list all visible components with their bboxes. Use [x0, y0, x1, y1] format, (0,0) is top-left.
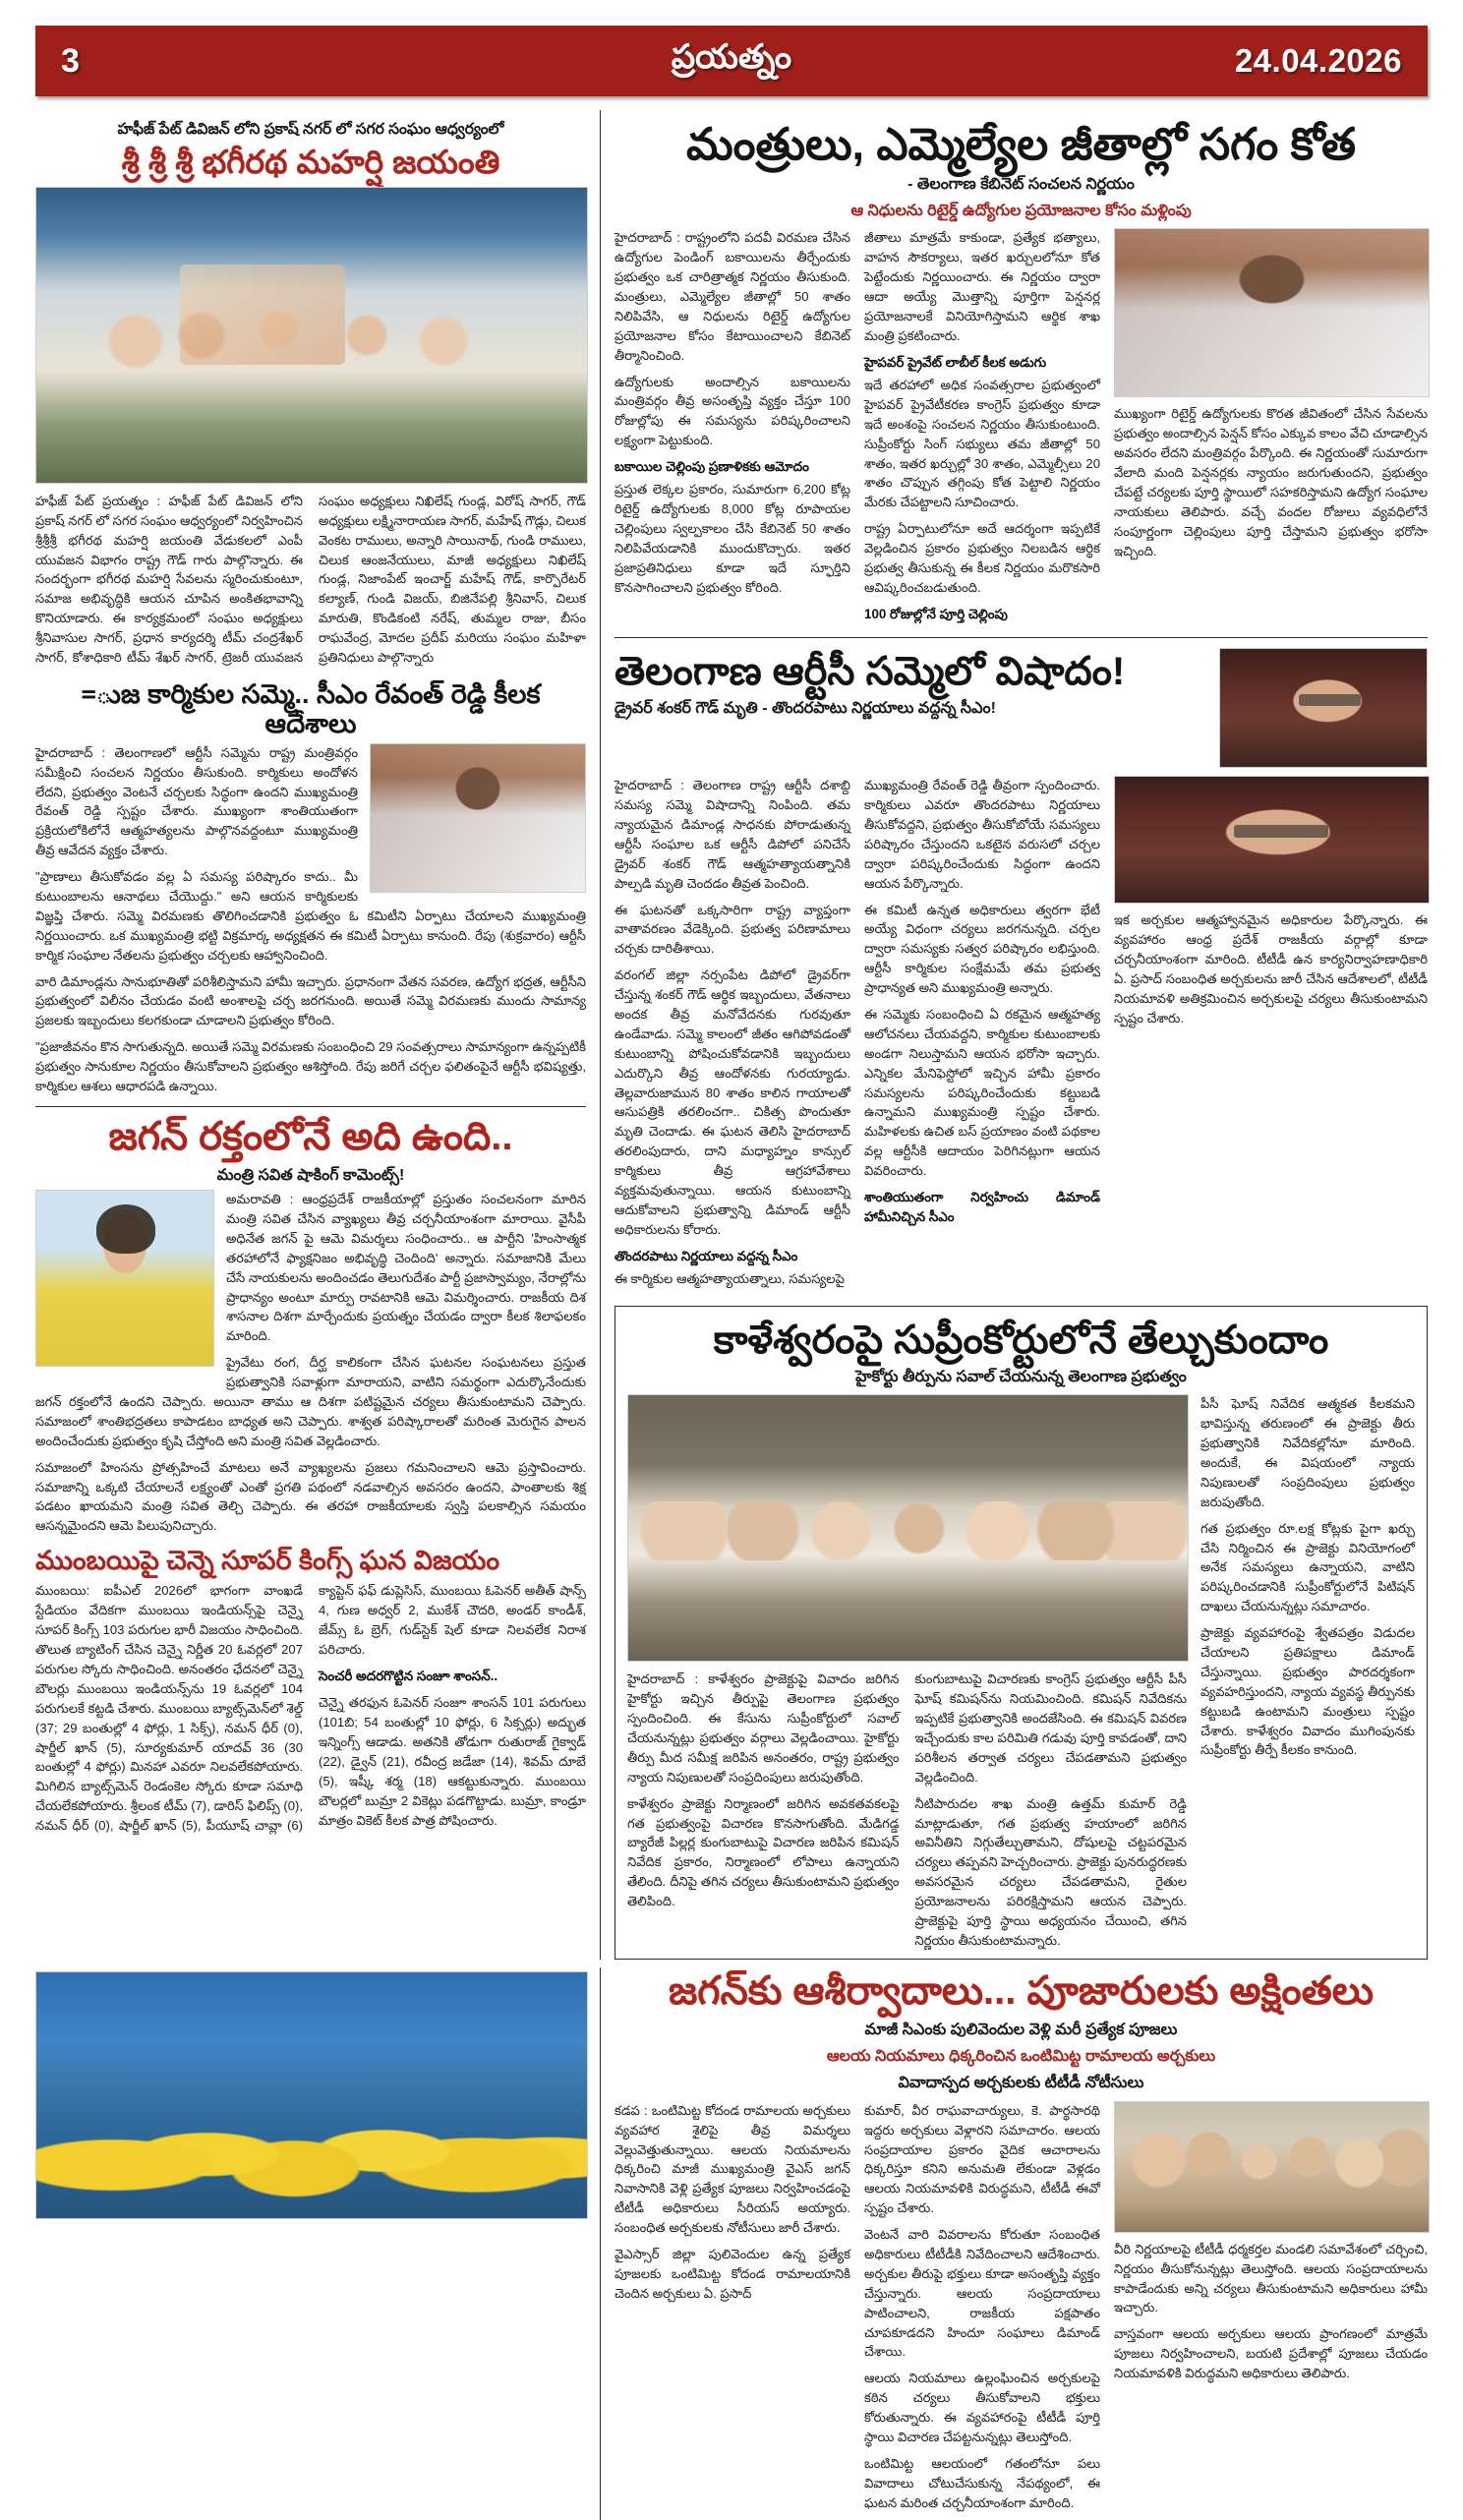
- story-subhead-a: బకాయిల చెల్లింపు ప్రణాళికకు ఆమోదం: [614, 459, 809, 475]
- story-body-row: [627, 1394, 1415, 1950]
- body-paragraph: ప్రైవేటు రంగ, దీర్ఘ కాలికంగా చేసిన ఘటనల సంఘటనలు ప్రస్తుత ప్రభుత్వానికి సవాళ్లుగా మారాయని, వాటిని సమర్థంగా ఎదుర్కొనేందుకు జగన్ రక్తంలోనే ఉందని చెప్పారు. అయినా తాము ఆ దిశగా పటిష్టమైన చర్యలు తీసుకుంటామని చెప్పారు. సమాజంలో శాంతిభద్రతలు కాపాడటం బాధ్యత అని చెప్పారు. శాశ్వత పరిష్కారాలతో మరింత మెరుగైన పాలన అందించేందుకు ప్రభుత్వం కృషి చేస్తోంది అని మంత్రి సవిత వెల్లడించారు.: [35, 1355, 586, 1448]
- bottom-area: [35, 1967, 1428, 2520]
- body-paragraph: ప్రాజెక్టు వ్యవహారంపై శ్వేతపత్రం విడుదల చేయాలని ప్రతిపక్షాలు డిమాండ్ చేస్తున్నాయి. ప్రభుత్వం పారదర్శకంగా వ్యవహరిస్తుందని, న్యాయ వ్యవస్థ తీర్పునకు కట్టుబడి ఉంటామని మంత్రులు స్పష్టం చేశారు. కాళేశ్వరం వివాదం ముగింపునకు సుప్రీంకోర్టు తీర్పే కీలకం కానుంది.: [1200, 1625, 1415, 1758]
- body-paragraph: వైఎస్సార్ జిల్లా పులివెందుల ఉన్న ప్రత్యేక పూజలకు ఒంటిమిట్ట కోదండ రామాలయానికి చెందిన అర్చకులు ఏ. ప్రసాద్: [614, 2246, 850, 2301]
- section-divider: [35, 1106, 586, 1107]
- body-paragraph: పీసీ ఘోష్ నివేదిక ఆత్మకత కీలకమని భావిస్తున్న తరుణంలో ఈ ప్రాజెక్టు తీరు ప్రభుత్వానికి నివేదికల్లోనూ మారింది. అందుకే, ఈ విషయంలో న్యాయ నిపుణులతో సంప్రదింపులు ప్రభుత్వం జరుపుతోంది.: [1200, 1396, 1415, 1509]
- body-paragraph: కాళేశ్వరం ప్రాజెక్టు నిర్మాణంలో జరిగిన అవకతవకలపై గత ప్రభుత్వంపై విచారణ కొనసాగుతోంది. మేడిగడ్డ బ్యారేజీ పిల్లర్ల కుంగుబాటుపై విచారణ జరిపిన కమిషన్ నివేదిక ప్రకారం, నిర్మాణంలో లోపాలు ఉన్నాయని తేలింది. దీనిపై తగిన చర్యలు తీసుకుంటామని ప్రభుత్వం తెలిపింది.: [627, 1795, 900, 1909]
- story-csk-victory: [35, 1546, 586, 1837]
- story-body: [35, 492, 586, 672]
- body-paragraph: ఉద్యోగులకు అందాల్సిన బకాయిలను మంత్రివర్గం తీవ్ర అసంతృప్తి వ్యక్తం చేస్తూ 100 రోజుల్లోపు ఈ సమస్యను పరిష్కరించాలని లక్ష్యంగా పెట్టుకుంది.: [614, 374, 850, 448]
- body-paragraph: సమాజంలో హింసను ప్రోత్సహించే మాటలు అనే వ్యాఖ్యలను ప్రజలు గమనించాలని ఆమె ప్రస్తావించారు. సమాజాన్ని ఒక్కటి చేయాలనే లక్ష్యంతో ఎంతో ప్రగతి పథంలో నడవాల్సిన అవసరం ఉందని, పాంతాలకు శిక్ష పడటం ఖాయమని మంత్రి సవిత తెల్చి చెప్పారు. ఈ తరహా రాజకీయాలకు స్వస్తి పలకాల్సిన సమయం ఆసన్నమైందని ఆమె పిలుపునిచ్చారు.: [35, 1459, 586, 1534]
- story-jagan-savitha: [35, 1106, 586, 1536]
- story-subhead: సెంచరీ అదరగొట్టిన సంజూ శాంసన్..: [319, 1669, 498, 1684]
- rtc-driver-shankar-goud-photo: [1219, 648, 1428, 768]
- body-paragraph: ఈ సమ్మెకు సంబంధించి ఏ రకమైన ఆత్మహత్య ఆలోచనలు చేయవద్దని, కార్మికుల కుటుంబాలకు అండగా నిలుస్తామని ఆయన భరోసా ఇచ్చారు. ఎన్నికల మేనిఫెస్టోలో ఇచ్చిన హామీ ప్రకారం సమస్యలను పరిష్కరించేందుకు కట్టుబడి ఉన్నామని ముఖ్యమంత్రి స్పష్టం చేశారు. మహిళలకు ఉచిత బస్ ప్రయాణం వంటి పథకాల వల్ల ఆర్టీసీకి ఆదాయం పెరిగినట్లుగా ఆయన వివరించారు.: [864, 1006, 1100, 1179]
- story-headline: జగన్ రక్తంలోనే అది ఉంది..: [108, 1114, 513, 1158]
- story-headline: కాళేశ్వరంపై సుప్రీంకోర్టులోనే తేల్చుకుందాం: [713, 1318, 1329, 1362]
- kaleshwaram-press-conference-photo: [627, 1394, 1189, 1662]
- story-body: [35, 1581, 586, 1836]
- body-paragraph: ఆలయ నియమాలు ఉల్లంఘించిన అర్చకులపై కఠిన చర్యలు తీసుకోవాలని భక్తులు కోరుతున్నారు. ఈ వ్యవహారంపై టీటీడీ పూర్తి స్థాయి విచారణ చేపట్టనున్నట్లు తెలుస్తోంది.: [864, 2371, 1100, 2444]
- page-content: [35, 110, 1428, 1960]
- body-paragraph: నీటిపారుదల శాఖ మంత్రి ఉత్తమ్ కుమార్ రెడ్డి మాట్లాడుతూ, గత ప్రభుత్వ హయాంలో జరిగిన అవినీతిని నిగ్గుతేల్చుతామని, దోషులపై చట్టపరమైన చర్యలు తప్పవని హెచ్చరించారు. ప్రాజెక్టు పునరుద్ధరణకు అవసరమైన చర్యలు చేపడతామని, రైతుల ప్రయోజనాలను పరిరక్షిస్తామని ఆయన చెప్పారు. ప్రాజెక్టుపై పూర్తి స్థాయి అధ్యయనం చేయించి, తగిన నిర్ణయం తీసుకుంటామన్నారు.: [914, 1795, 1187, 1948]
- story-subhead: హైకోర్టు తీర్పును సవాల్ చేయనున్న తెలంగాణ ప్రభుత్వం: [855, 1368, 1187, 1385]
- bottom-left: [35, 1967, 601, 2520]
- story-subhead-1: - తెలంగాణ కేబినెట్ సంచలన నిర్ణయం: [907, 175, 1135, 193]
- story-col-3: [1114, 228, 1428, 567]
- body-paragraph: కుమార్, వీర రాఘవాచార్యులు, కె. పార్థసారథి ఇద్దరు అర్చకులు వెళ్లారని సమాచారం. ఆలయ సంప్రదాయాల ప్రకారం వైదిక ఆచారాలను ధిక్కరిస్తూ కనిని అనుమతి లేకుండా వెళ్లడం ఆలయ నియమావళికి విరుద్ధమని, టీటీడీ ఈవో స్పష్టం చేశారు.: [864, 2102, 1100, 2216]
- body-paragraph: హైదరాబాద్ : తెలంగాణ రాష్ట్ర ఆర్టీసీ దశాబ్ది సమస్య సమ్మె విషాదాన్ని నింపింది. తమ న్యాయమైన డిమాండ్ల సాధనకు పోరాడుతున్న ఆర్టీసీ సంఘాల ఒక ఆర్టీసీ డిపోలో పనిచేసే డ్రైవర్ శంకర్ గౌడ్ ఆత్మహత్యాయత్నానికి పాల్పడి మృతి చెందడం తీవ్రత పెంచింది.: [614, 778, 850, 891]
- bhagiratha-jayanthi-photo: [35, 187, 588, 484]
- body-paragraph: వరంగల్ జిల్లా నర్సంపేట డిపోలో డ్రైవర్‌గా చేస్తున్న శంకర్ గౌడ్ ఆర్థిక ఇబ్బందులు, వేతనాలు అందక తీవ్ర మనోవేదనకు గురవుతూ ఉండేవాడు. సమ్మె కాలంలో జీతం ఆగిపోవడంతో కుటుంబాన్ని పోషించుకోవడానికి ఇబ్బందులు ఎదుర్కొని తీవ్ర ఆందోళనకు గురయ్యాడు. తెల్లవారుజామున 80 శాతం కాలిన గాయాలతో ఆసుపత్రికి తరలించగా.. చికిత్స పొందుతూ మృతి చెందాడు. ఈ ఘటన తెలిసి హైదరాబాద్ తరలింపుదారు, దాని మధ్యాహ్నం కాన్సుల్ కార్మికులు తీవ్ర ఆగ్రహావేశాలు వ్యక్తమవుతున్నాయి. ఆయన కుటుంబాన్ని ఆదుకోవాలని ప్రభుత్వాన్ని డిమాండ్ ఆర్టీసీ అధికారులను కోరారు.: [614, 967, 850, 1237]
- priests-meeting-photo: [1114, 2101, 1430, 2233]
- body-paragraph: హైదరాబాద్ : తెలంగాణలో ఆర్టీసీ సమ్మెను రాష్ట్ర మంత్రివర్గం సమీక్షించి సంచలన నిర్ణయం తీసుకుంది. కార్మికులు అందోళన లేదని, ప్రభుత్వం వెంటనే చర్చలకు సిద్ధంగా ఉందని ముఖ్యమంత్రి రేవంత్ రెడ్డి స్పష్టం చేశారు. ముఖ్యంగా శాంతియుతంగా ప్రక్రియలోకిలోనే ఆత్మహత్యలను పాల్గొనవద్దంటూ ముఖ్యమంత్రి తీవ్ర ఆవేదన వ్యక్తం చేశారు.: [35, 744, 358, 858]
- right-column: [614, 110, 1428, 1960]
- cm-revanth-reddy-photo: [370, 743, 586, 893]
- body-paragraph: "ప్రాణాలు తీసుకోవడం వల్ల ఏ సమస్య పరిష్కారం కాదు.. మీ కుటుంబాలను ఆనాథలు చేయొద్దు." అని ఆయన కార్మికులకు విజ్ఞప్తి చేశారు. సమ్మె విరమణకు తొలిగించడానికి ప్రభుత్వం ఓ కమిటీని ఏర్పాటు చేయాలని ముఖ్యమంత్రి నిర్ణయించారు. ఒక ముఖ్యమంత్రి భట్టి విక్రమార్క అధ్యక్షతన ఈ కమిటీ ఏర్పాటు కానుంది. రేపు (శుక్రవారం) ఆర్టీసీ కార్మిక సంఘాల నేతలను ప్రభుత్వం చర్చలకు ఆహ్వానించింది.: [35, 869, 586, 963]
- left-column: [35, 110, 601, 1960]
- body-paragraph: ఒంటిమిట్ట ఆలయంలో గతంలోనూ పలు వివాదాలు చోటుచేసుకున్న నేపథ్యంలో, ఈ ఘటన మరింత చర్చనీయాంశంగా మారింది.: [864, 2455, 1100, 2510]
- body-paragraph: ముంబయి: ఐపీఎల్ 2026లో భాగంగా వాంఖడే స్టేడియం వేదికగా ముంబయి ఇండియన్స్‌పై చెన్నై సూపర్ కింగ్స్ 103 పరుగుల భారీ విజయం సాధించింది. తొలుత బ్యాటింగ్ చేసిన చెన్నై నిర్ణీత 20 ఓవర్లలో 207 పరుగుల స్కోరు సాధించింది. అనంతరం ఛేదనలో చెన్నై బౌలర్లు ముంబయి ఇండియన్స్‌ను 19 ఓవర్లలో 104 పరుగులకే కట్టడి చేశారు. ముంబయి బ్యాట్స్‌మెన్‌లో శెల్డ్ (37; 29 బంతుల్లో 4 ఫోర్లు, 1 సిక్స్), నమన్ ధీర్ (0), షార్జీల్ ఖాన్ (5), సూర్యకుమార్ యాదవ్ 36 (30 బంతుల్లో 4 ఫోర్లు) మినహా ఎవరూ నిలవలేకపోయారు. మిగిలిన బ్యాట్స్‌మెన్ రెండంకెల స్కోరు కూడా సమాధి చేయలేకపోయారు. శ్రీలంక టీమ్ (7), డారిస్ ఫిలిప్స్ (0), నమన్ ధీర్ (0), షార్జీల్ ఖాన్ (5), పీయూష్ చావ్లా (6) క్యాప్టెన్ ఫఫ్ డుప్లెసిస్, ముంబయి ఓపెనర్ అతీత్ షాన్స్ 4, గుణ అధ్వర్ 2, ముకేశ్ చౌదరి, అండర్ కాండీశ్, జేమ్స్ ఓ బ్రెగ్, గుడ్‌స్టెక్ షెల్ కూడా నిలవలేక నిరాశ పరిచారు.: [35, 1583, 586, 1834]
- story-kicker: హఫీజ్ పేట్ డివిజన్ లోని ప్రకాష్ నగర్ లో సగర సంఘం ఆధ్వర్యంలో: [117, 121, 504, 138]
- page-number: 3: [61, 41, 81, 80]
- csk-celebration-photo: [35, 1971, 588, 2219]
- story-col-1: [614, 776, 850, 1296]
- story-headline: =ుజ కార్మికుల సమ్మె.. సీఎం రేవంత్ రెడ్డి కీలక ఆదేశాలు: [81, 679, 541, 739]
- story-col-3-text: [1114, 2240, 1428, 2383]
- body-paragraph: ఈ కమిటీ ఉన్నత అధికారులు త్వరగా భేటీ అయ్యే విధంగా చర్యలు జరగనున్నది. చర్చల ద్వారా సమస్యకు సత్వర పరిష్కారం లభిస్తుంది. ఆర్టీసీ కార్మికుల సంక్షేమమే తమ ప్రభుత్వ ప్రాధాన్యత అని ముఖ్యమంత్రి అన్నారు.: [864, 902, 1100, 996]
- story-headline: ముంబయిపై చెన్నె సూపర్ కింగ్స్ ఘన విజయం: [35, 1546, 500, 1576]
- story-subhead-2: ఆలయ నియమాలు ధిక్కరించిన ఒంటిమిట్ట రామాలయ అర్చకులు: [826, 2047, 1216, 2065]
- story-headline: తెలంగాణ ఆర్టీసీ సమ్మెలో విషాదం!: [614, 650, 1126, 694]
- story-col-1: [614, 2101, 850, 2311]
- story-col-2: [864, 228, 1100, 627]
- body-paragraph: హఫీజ్ పేట్ ప్రయత్నం : హఫీజ్ పేట్ డివిజన్ లోని ప్రకాష్ నగర్ లో సగర సంఘం ఆధ్వర్యంలో నిర్వహించిన శ్రీశ్రీశ్రీ భగీరథ మహర్షి జయంతి వేడుకలలో ఎంపీ యువజన విభాగం రాష్ట్ర గౌడ్ గారు పాల్గొన్నారు. ఈ సందర్భంగా భగీరథ మహర్షి సేవలను స్మరించుకుంటూ, సమాజ అభివృద్ధికి ఆయన చూపిన అంకితభావాన్ని కొనియాడారు. ఈ కార్యక్రమంలో సంఘం అధ్యక్షులు శ్రీనివాసుల సాగర్, ప్రధాన కార్యదర్శి టీమ్ చంద్రశేఖర్ సాగర్, కోశాధికారి టీమ్ శేఖర్ సాగర్, ట్రెజరీ యువజన సంఘం అధ్యక్షులు నిఖిలేష్ గుండ్ల, విరోష్ సాగర్, గౌడ్ అధ్యక్షులు లక్ష్మినారాయణ సాగర్, మహేష్ గౌడ్లు, చిలుక వెంకట రాములు, అన్నారి సాయినాథ్, గుండి రాములు, చిలుక ఆంజనేయులు, మాజీ అధ్యక్షులు నిఖిలేష్ గుండ్ల, నిజాంపేట్ ఇంచార్జ్ మహేష్ గౌడ్, కార్పొరేటర్ కల్యాణ్, గుండి విజయ్, బిజినేపల్లి శ్రీనివాస్, చిలుక మారుతి, కొండికంటి నరేష్, తుమ్మల రాజు, బీసం రాఘవేంద్ర, మోదల ప్రదీప్ మరియు సంఘం మహిళా ప్రతినిధులు పాల్గొన్నారు: [35, 493, 586, 665]
- story-kaleshwaram: [614, 1306, 1428, 1960]
- masthead-banner: [35, 26, 1428, 96]
- body-paragraph: వీరి నిర్ణయాలపై టీటీడీ ధర్మకర్తల మండలి సమావేశంలో చర్చించి, నిర్ణయం తీసుకోనున్నట్లు తెలుస్తోంది. ఆలయ సంప్రదాయాలను కాపాడేందుకు అన్ని చర్యలు తీసుకుంటామని అధికారులు హామీ ఇచ్చారు.: [1114, 2241, 1428, 2315]
- body-paragraph: వారి డిమాండ్లను సానుభూతితో పరిశీలిస్తామని హామీ ఇచ్చారు. ప్రధానంగా వేతన సవరణ, ఉద్యోగ భద్రత, ఆర్టీసీని ప్రభుత్వంలో విలీనం చేయడం వంటి అంశాలపై చర్చ జరగనుంది. అయితే సమ్మె విరమణకు ముందు సామాన్య ప్రజలకు ఇబ్బందులు కలగకుండా చూడాలని ప్రభుత్వం కోరింది.: [35, 973, 586, 1028]
- story-headline: జగన్‌కు ఆశీర్వాదాలు... పూజారులకు అక్షింతలు: [669, 1968, 1374, 2013]
- story-subhead-c: 100 రోజుల్లోనే పూర్తి చెల్లింపు: [864, 606, 1008, 621]
- story-columns: [614, 2101, 1428, 2520]
- story-col-3: [1114, 776, 1428, 1034]
- section-divider: [614, 637, 1428, 638]
- story-col-tail: శాంతియుతంగా నిర్వహించు డిమాండ్ హామీనిచ్చిన సీఎం: [864, 1189, 1100, 1225]
- body-paragraph: ఇక అర్చకుల ఆత్మహ్వానమైన అధికారుల పేర్కొన్నారు. ఈ వ్యవహారం ఆంధ్ర ప్రదేశ్ రాజకీయ వర్గాల్లో కూడా చర్చనీయాంశంగా మారింది. టీటీడీ ఉన కార్యనిర్వాహణాధికారి ఏ. ప్రసాద్ సంబంధిత అర్చకులను జారీ చేసిన ఆదేశాలలో, టీటీడీ నియమావళి అతిక్రమించిన అర్చకులపై చర్యలు తీసుకుంటామని స్పష్టం చేశారు.: [1114, 912, 1428, 1026]
- cm-press-meet-photo: [1114, 228, 1430, 397]
- story-subhead: డ్రైవర్ శంకర్ గౌడ్ మృతి - తొందరపాటు నిర్ణయాలు వద్దన్న సీఎం!: [614, 700, 996, 718]
- body-paragraph: కడప : ఒంటిమిట్ట కోదండ రామాలయ అర్చకులు వ్యవహార శైలిపై తీవ్ర విమర్శలు వెల్లువెత్తుతున్నాయి. ఆలయ నియమాలను ధిక్కరించి మాజీ ముఖ్యమంత్రి వైఎస్ జగన్ నివాసానికి వెళ్లి ప్రత్యేక పూజలు నిర్వహించడంపై టీటీడీ అధికారులు సీరియస్ అయ్యారు. సంబంధిత అర్చకులకు నోటీసులు జారీ చేశారు.: [614, 2102, 850, 2236]
- story-rtc-strike-orders: [35, 680, 586, 1096]
- story-headline: శ్రీ శ్రీ శ్రీ భగీరథ మహర్షి జయంతి: [121, 143, 500, 180]
- story-subhead-1: మాజీ సిఎంకు పులివెందుల వెళ్లి మరీ ప్రత్యేక పూజలు: [864, 2021, 1178, 2038]
- story-columns: [614, 776, 1428, 1296]
- story-rtc-tragedy: [614, 648, 1428, 1296]
- story-col-3: [1200, 1394, 1415, 1767]
- body-paragraph: చెన్నై తరఫున ఓపెనర్ సంజూ శాంసన్ 101 పరుగులు (101బి; 54 బంతుల్లో 10 ఫోర్లు, 6 సిక్సర్లు) అద్భుత ఇన్నింగ్స్ ఆడాడు. అతనికి తోడుగా రుతురాజ్ గైక్వాడ్ (22), డ్వైన్ (21), రవీంద్ర జడేజా (14), శివమ్ దూబే (5), ఇష్కీ శర్మ (18) ఆకట్టుకున్నారు. ముంబయి బౌలర్లలో బుమ్రా 2 వికెట్లు పడగొట్టాడు. బుమ్రా, కాండ్రూ మాత్రం వికెట్ కీలక పాత్ర పోషించారు.: [319, 1695, 586, 1828]
- story-subhead-2: ఆ నిధులను రిటైర్డ్ ఉద్యోగుల ప్రయోజనాల కోసం మళ్లింపు: [850, 202, 1192, 219]
- rtc-head-row: [614, 648, 1428, 768]
- minister-savitha-photo: [35, 1190, 214, 1367]
- story-inline-subhead: తొందరపాటు నిర్ణయాలు వద్దన్న సీఎం: [614, 1248, 798, 1263]
- story-jagan-temple: [614, 1967, 1428, 2520]
- story-subhead-3: వివాదాస్పద అర్చకులకు టీటీడీ నోటీసులు: [898, 2075, 1144, 2092]
- body-paragraph: గత ప్రభుత్వం రూ.లక్ష కోట్లకు పైగా ఖర్చు చేసి నిర్మించిన ఈ ప్రాజెక్టు వినియోగంలో అనేక సమస్యలు ఉన్నాయని, వాటిని పరిష్కరించడానికి సుప్రీంకోర్టులోనే పిటిషన్ దాఖలు చేయనున్నట్లు సమాచారం.: [1200, 1520, 1415, 1614]
- story-headline: మంత్రులు, ఎమ్మెల్యేల జీతాల్లో సగం కోత: [686, 119, 1356, 169]
- body-paragraph: ముఖ్యంగా రిటైర్డ్ ఉద్యోగులకు కొరత జీవితంలో చేసిన సేవలను ప్రభుత్వం అందాల్సిన పెన్షన్ కోసం ఎక్కువ కాలం వేచి చూడాల్సిన అవసరం లేదని మంత్రివర్గం పేర్కొంది. ఈ నిర్ణయంతో సుమారుగా వేలాది మంది పెన్షనర్లకు న్యాయం జరుగుతుందని, ప్రభుత్వం చేపట్టే చర్యలకు పూర్తి స్థాయిలో సహకరిస్తామని ఉద్యోగ సంఘాల నాయకులు తెలిపారు. వచ్చే వందల రోజులు వ్యవధిలోనే సంపూర్ణంగా చెల్లింపులు పూర్తి చేస్తామని ప్రభుత్వం భరోసా ఇచ్చింది.: [1114, 406, 1428, 558]
- publication-date: 24.04.2026: [1234, 42, 1402, 79]
- body-paragraph: ముఖ్యమంత్రి రేవంత్ రెడ్డి తీవ్రంగా స్పందించారు. కార్మికులు ఎవరూ తొందరపాటు నిర్ణయాలు తీసుకోవద్దని, ప్రభుత్వం తీసుకోబోయే సమస్యలు పరిష్కారం చేస్తుందని ఒకటైన వరుసలో చర్చల ద్వారా పరిష్కరించేందుకు సిద్ధంగా ఉందని ఆయన పేర్కొన్నారు.: [864, 778, 1100, 891]
- story-col-2: [864, 2101, 1100, 2520]
- story-columns: [614, 228, 1428, 627]
- body-paragraph: హైదరాబాద్ : రాష్ట్రంలోని పదవీ విరమణ చేసిన ఉద్యోగుల పెండింగ్ బకాయిలను తీర్చేందుకు ప్రభుత్వం ఒక చారిత్రాత్మక నిర్ణయం తీసుకుంది. మంత్రులు, ఎమ్మెల్యేల జీతాల్లో 50 శాతం నిలిపివేసి, ఆ నిధులను రిటైర్డ్ ఉద్యోగుల ప్రయోజనాల కోసం కేటాయించాలని కేబినెట్ తీర్మానించింది.: [614, 230, 850, 363]
- body-paragraph: హైదరాబాద్ : కాళేశ్వరం ప్రాజెక్టుపై వివాదం జరిగిన హైకోర్టు ఇచ్చిన తీర్పుపై తెలంగాణ ప్రభుత్వం స్పందించింది. ఈ కేసును సుప్రీంకోర్టులో సవాల్ చేయనున్నట్లు ప్రభుత్వం వర్గాలు వెల్లడించాయి. హైకోర్టు తీర్పు మీద సమీక్ష జరిపిన అనంతరం, రాష్ట్ర ప్రభుత్వం న్యాయ నిపుణులతో సంప్రదింపులు జరుపుతోంది.: [627, 1671, 900, 1785]
- rtc-officer-photo: [1114, 776, 1430, 904]
- story-cabinet-salary-cut: [614, 120, 1428, 627]
- story-bhagiratha-jayanthi: [35, 120, 586, 671]
- body-paragraph: వాస్తవంగా ఆలయ అర్చకులు ఆలయ ప్రాంగణంలో మాత్రమే పూజలు నిర్వహించాలని, బయటి ప్రదేశాల్లో పూజలు చేయడం నియమావళికి విరుద్ధమని అధికారులు తెలిపారు.: [1114, 2326, 1428, 2381]
- body-paragraph: ఈ ఘటనతో ఒక్కసారిగా రాష్ట్ర వ్యాప్తంగా వాతావరణం వేడెక్కింది. ప్రభుత్వ పరిణామాలు చర్చకు దారితీశాయి.: [614, 902, 850, 957]
- body-paragraph: వెంటనే వారి వివరాలను కోరుతూ సంబంధిత అధికారులు టీటీడీకి నివేదించాలని ఆదేశించారు. అర్చకుల తీరుపై భక్తులు కూడా అసంతృప్తి వ్యక్తం చేస్తున్నారు. ఆలయ సంప్రదాయాలు పాటించాలని, రాజకీయ పక్షపాతం చూపకూడదని హిందూ సంఘాలు డిమాండ్ చేశాయి.: [864, 2227, 1100, 2360]
- story-col-2: [864, 776, 1100, 1231]
- body-paragraph: కుంగుబాటుపై విచారణకు కాంగ్రెస్ ప్రభుత్వం ఆర్టీసీ పీసీ ఘోష్ కమిషన్‌ను నియమించింది. కమిషన్ నివేదికను ఇప్పటికే ప్రభుత్వానికి అందజేసింది. ఈ కమిషన్ వివరణ ఇచ్చేందుకు కాల పరిమితి గడువు పూర్తి కావడంతో, దాని పరిశీలన తర్వాత చర్యలు చేపడతామని ప్రభుత్వం వెల్లడించింది.: [914, 1671, 1187, 1785]
- body-paragraph: ఈ కార్మికుల ఆత్మహత్యాయత్నాలు, సమస్యలపై: [614, 1271, 845, 1287]
- newspaper-brand: ప్రయత్నం: [671, 37, 792, 76]
- body-paragraph: ప్రస్తుత లెక్కల ప్రకారం, సుమారుగా 6,200 కోట్ల రిటైర్డ్ ఉద్యోగులకు 8,000 కోట్ల రూపాయల చెల్లింపులు స్వల్పకాలం చేసి కేబినెట్ 50 శాతం నిలిపివేయడానికి ముందుకొచ్చారు. ఇతర ప్రజాప్రతినిధులు కూడా ఇదే స్ఫూర్తిని కొనసాగించాలని ప్రభుత్వం కోరింది.: [614, 482, 850, 595]
- newspaper-page: [0, 26, 1463, 2510]
- story-subhead-b: హైపవర్ ప్రైవేట్ లాబీల్ కీలక అడుగు: [864, 354, 1047, 370]
- body-paragraph: జీతాలు మాత్రమే కాకుండా, ప్రత్యేక భత్యాలు, వాహన సౌకర్యాలు, ఇతర ఖర్చులలోనూ కోత పెట్టేందుకు నిర్ణయించారు. ఈ నిర్ణయం ద్వారా ఆదా అయ్యే మొత్తాన్ని పూర్తిగా పెన్షనర్ల ప్రయోజనాలకే వినియోగిస్తామని ఆర్థిక శాఖ మంత్రి ప్రకటించారు.: [864, 230, 1100, 343]
- story-col-3-text: [1114, 404, 1428, 560]
- body-paragraph: రాష్ట్ర ఏర్పాటులోనూ అదే ఆదర్శంగా ఇప్పటికే వెల్లడించిన ప్రకారం ప్రభుత్వం నిలబడిన ఆర్థిక ప్రభుత్వ తీసుకున్న ఈ కీలక నిర్ణయం మరొకసారి ఆవిష్కరించబడుతుంది.: [864, 521, 1100, 595]
- body-paragraph: ఇదే తరహాలో అధిక సంవత్సరాల ప్రభుత్వంలో హైపవర్ ప్రైవేటీకరణ కాంగ్రెస్ ప్రభుత్వం కూడా ఇదే అంశంపై సంచలన నిర్ణయం తీసుకుంటుంది. సుప్రీంకోర్టు సింగ్ సభ్యులు తమ జీతాల్లో 50 శాతం, ఇతర ఖర్చుల్లో 30 శాతం, ఎమ్మెల్సీలు 20 శాతం చొప్పున తగ్గింపు కోత పెట్టాలి నిర్ణయం మేరకు చేపట్టాలని సూచించారు.: [864, 378, 1100, 510]
- body-paragraph: "ప్రజాజీవనం కొన సాగుతున్నది. అయితే సమ్మె విరమణకు సంబంధించి 29 సంవత్సరాలు సామాన్యంగా ఉన్నప్పటికీ ప్రభుత్వం సానుకూల నిర్ణయం తీసుకోవాలని ప్రభుత్వం ఆశిస్తోంది. రేపు జరిగే చర్చల ఫలితంపైనే ఆర్టీసీ భవిష్యత్తు, కార్మికుల ఆశలు ఆధారపడి ఉన్నాయి.: [35, 1039, 586, 1094]
- story-col-3: [1114, 2101, 1428, 2390]
- story-cols-12: [627, 1670, 1187, 1950]
- story-col-1: [614, 228, 850, 605]
- story-col-3-text: [1114, 910, 1428, 1027]
- story-subhead: మంత్రి సవిత షాకింగ్ కామెంట్స్!: [216, 1166, 405, 1184]
- body-paragraph: అమరావతి : ఆంధ్రప్రదేశ్ రాజకీయాల్లో ప్రస్తుతం సంచలనంగా మారిన మంత్రి సవిత చేసిన వ్యాఖ్యలు తీవ్ర చర్చనీయాంశంగా మారాయి. వైసీపీ అధినేత జగన్ పై ఆమె విమర్శలు సంధించారు.. ఆ పార్టీని 'హింసాత్మక తరహాలోనే ఫ్యాక్షనిజం అభివృద్ధి చెందింది' అన్నారు. సమాజానికి మేలు చేసే నాయకులను అందించడం తెలుగుదేశం పార్టీ ప్రజాస్వామ్యం, నేరాల్లోను ప్రాధాన్యం అంటూ మార్పు రావటానికి ఆమె విమర్శించారు. రాజకీయ దిశ శాసనాల దిశగా మార్చేందుకు ప్రయత్నం చేయడం ద్వారా కీలక శిలాఫలకం మారింది.: [226, 1192, 586, 1344]
